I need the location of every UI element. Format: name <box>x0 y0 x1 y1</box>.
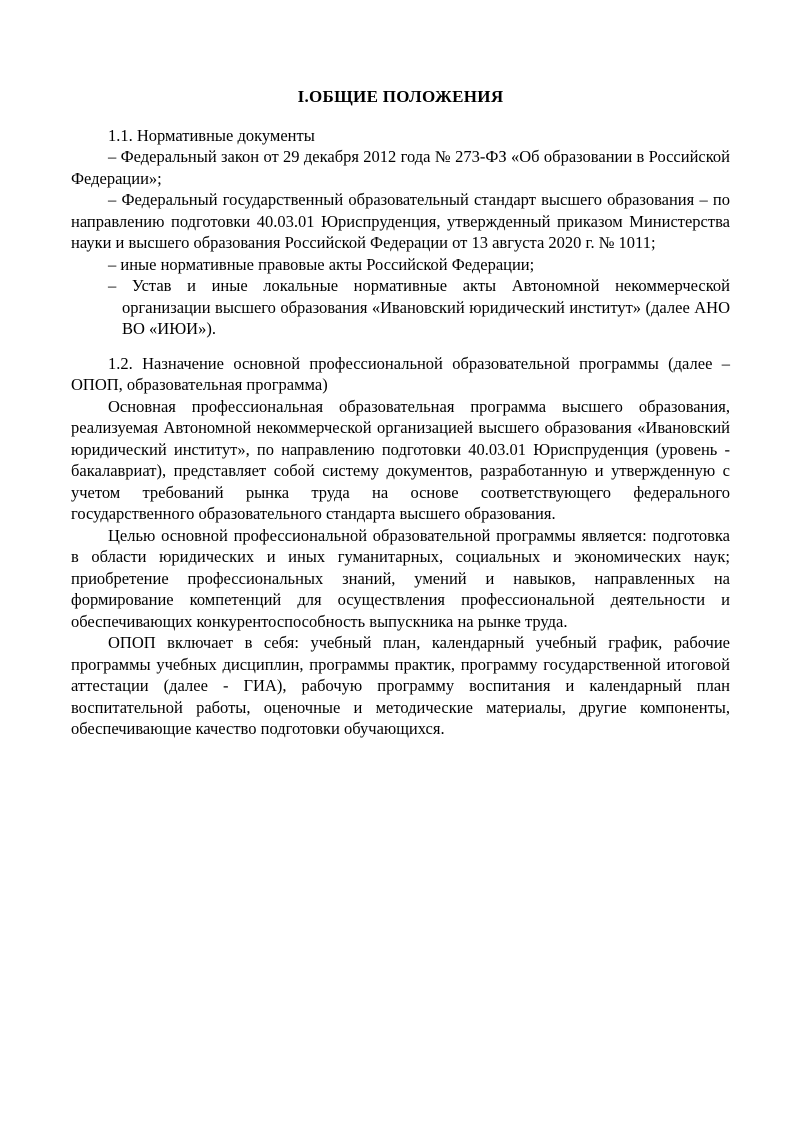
paragraph-program-contents: ОПОП включает в себя: учебный план, календарный учебный график, рабочие программы учебных дисциплин, программы практик, программу государственной итоговой аттестации (далее - ГИА), рабочую программу воспитания и календарный план воспитательной работы, оценочные и методические материалы, другие компоненты, обеспечивающие качество подготовки обучающихся. <box>71 633 730 738</box>
paragraph-program-definition: Основная профессиональная образовательная программа высшего образования, реализуемая Автономной некоммерческой организацией высшего образования «Ивановский юридический институт», по направлению подготовки 40.03.01 Юриспруденция (уровень - бакалавриат), представляет собой систему документов, разработанную и утвержденную с учетом требований рынка труда на основе соответствующего федерального государственного образовательного стандарта высшего образования. <box>71 396 730 523</box>
document-title: I.ОБЩИЕ ПОЛОЖЕНИЯ <box>297 87 504 106</box>
subsection-1-2-heading: 1.2. Назначение основной профессиональной образовательной программы (далее – ОПОП, образовательная программа) <box>71 353 730 394</box>
subsection-1-1-heading: 1.1. Нормативные документы <box>108 125 315 145</box>
list-item-federal-standard: – Федеральный государственный образовательный стандарт высшего образования – по направлению подготовки 40.03.01 Юриспруденция, утвержденный приказом Министерства науки и высшего образования Российской Федерации от 13 августа 2020 г. № 1011; <box>71 190 730 252</box>
list-item-federal-law: – Федеральный закон от 29 декабря 2012 года № 273-ФЗ «Об образовании в Российской Федерации»; <box>71 147 730 188</box>
list-item-other-acts: – иные нормативные правовые акты Российской Федерации; <box>108 254 535 274</box>
list-item-charter: – Устав и иные локальные нормативные акты Автономной некоммерческой организации высшего образования «Ивановский юридический институт» (далее АНО ВО «ИЮИ»). <box>108 276 730 338</box>
paragraph-program-goal: Целью основной профессиональной образовательной программы является: подготовка в области юридических и иных гуманитарных, социальных и экономических наук; приобретение профессиональных знаний, умений и навыков, направленных на формирование компетенций для осуществления профессиональной деятельности и обеспечивающих конкурентоспособность выпускника на рынке труда. <box>71 525 730 631</box>
